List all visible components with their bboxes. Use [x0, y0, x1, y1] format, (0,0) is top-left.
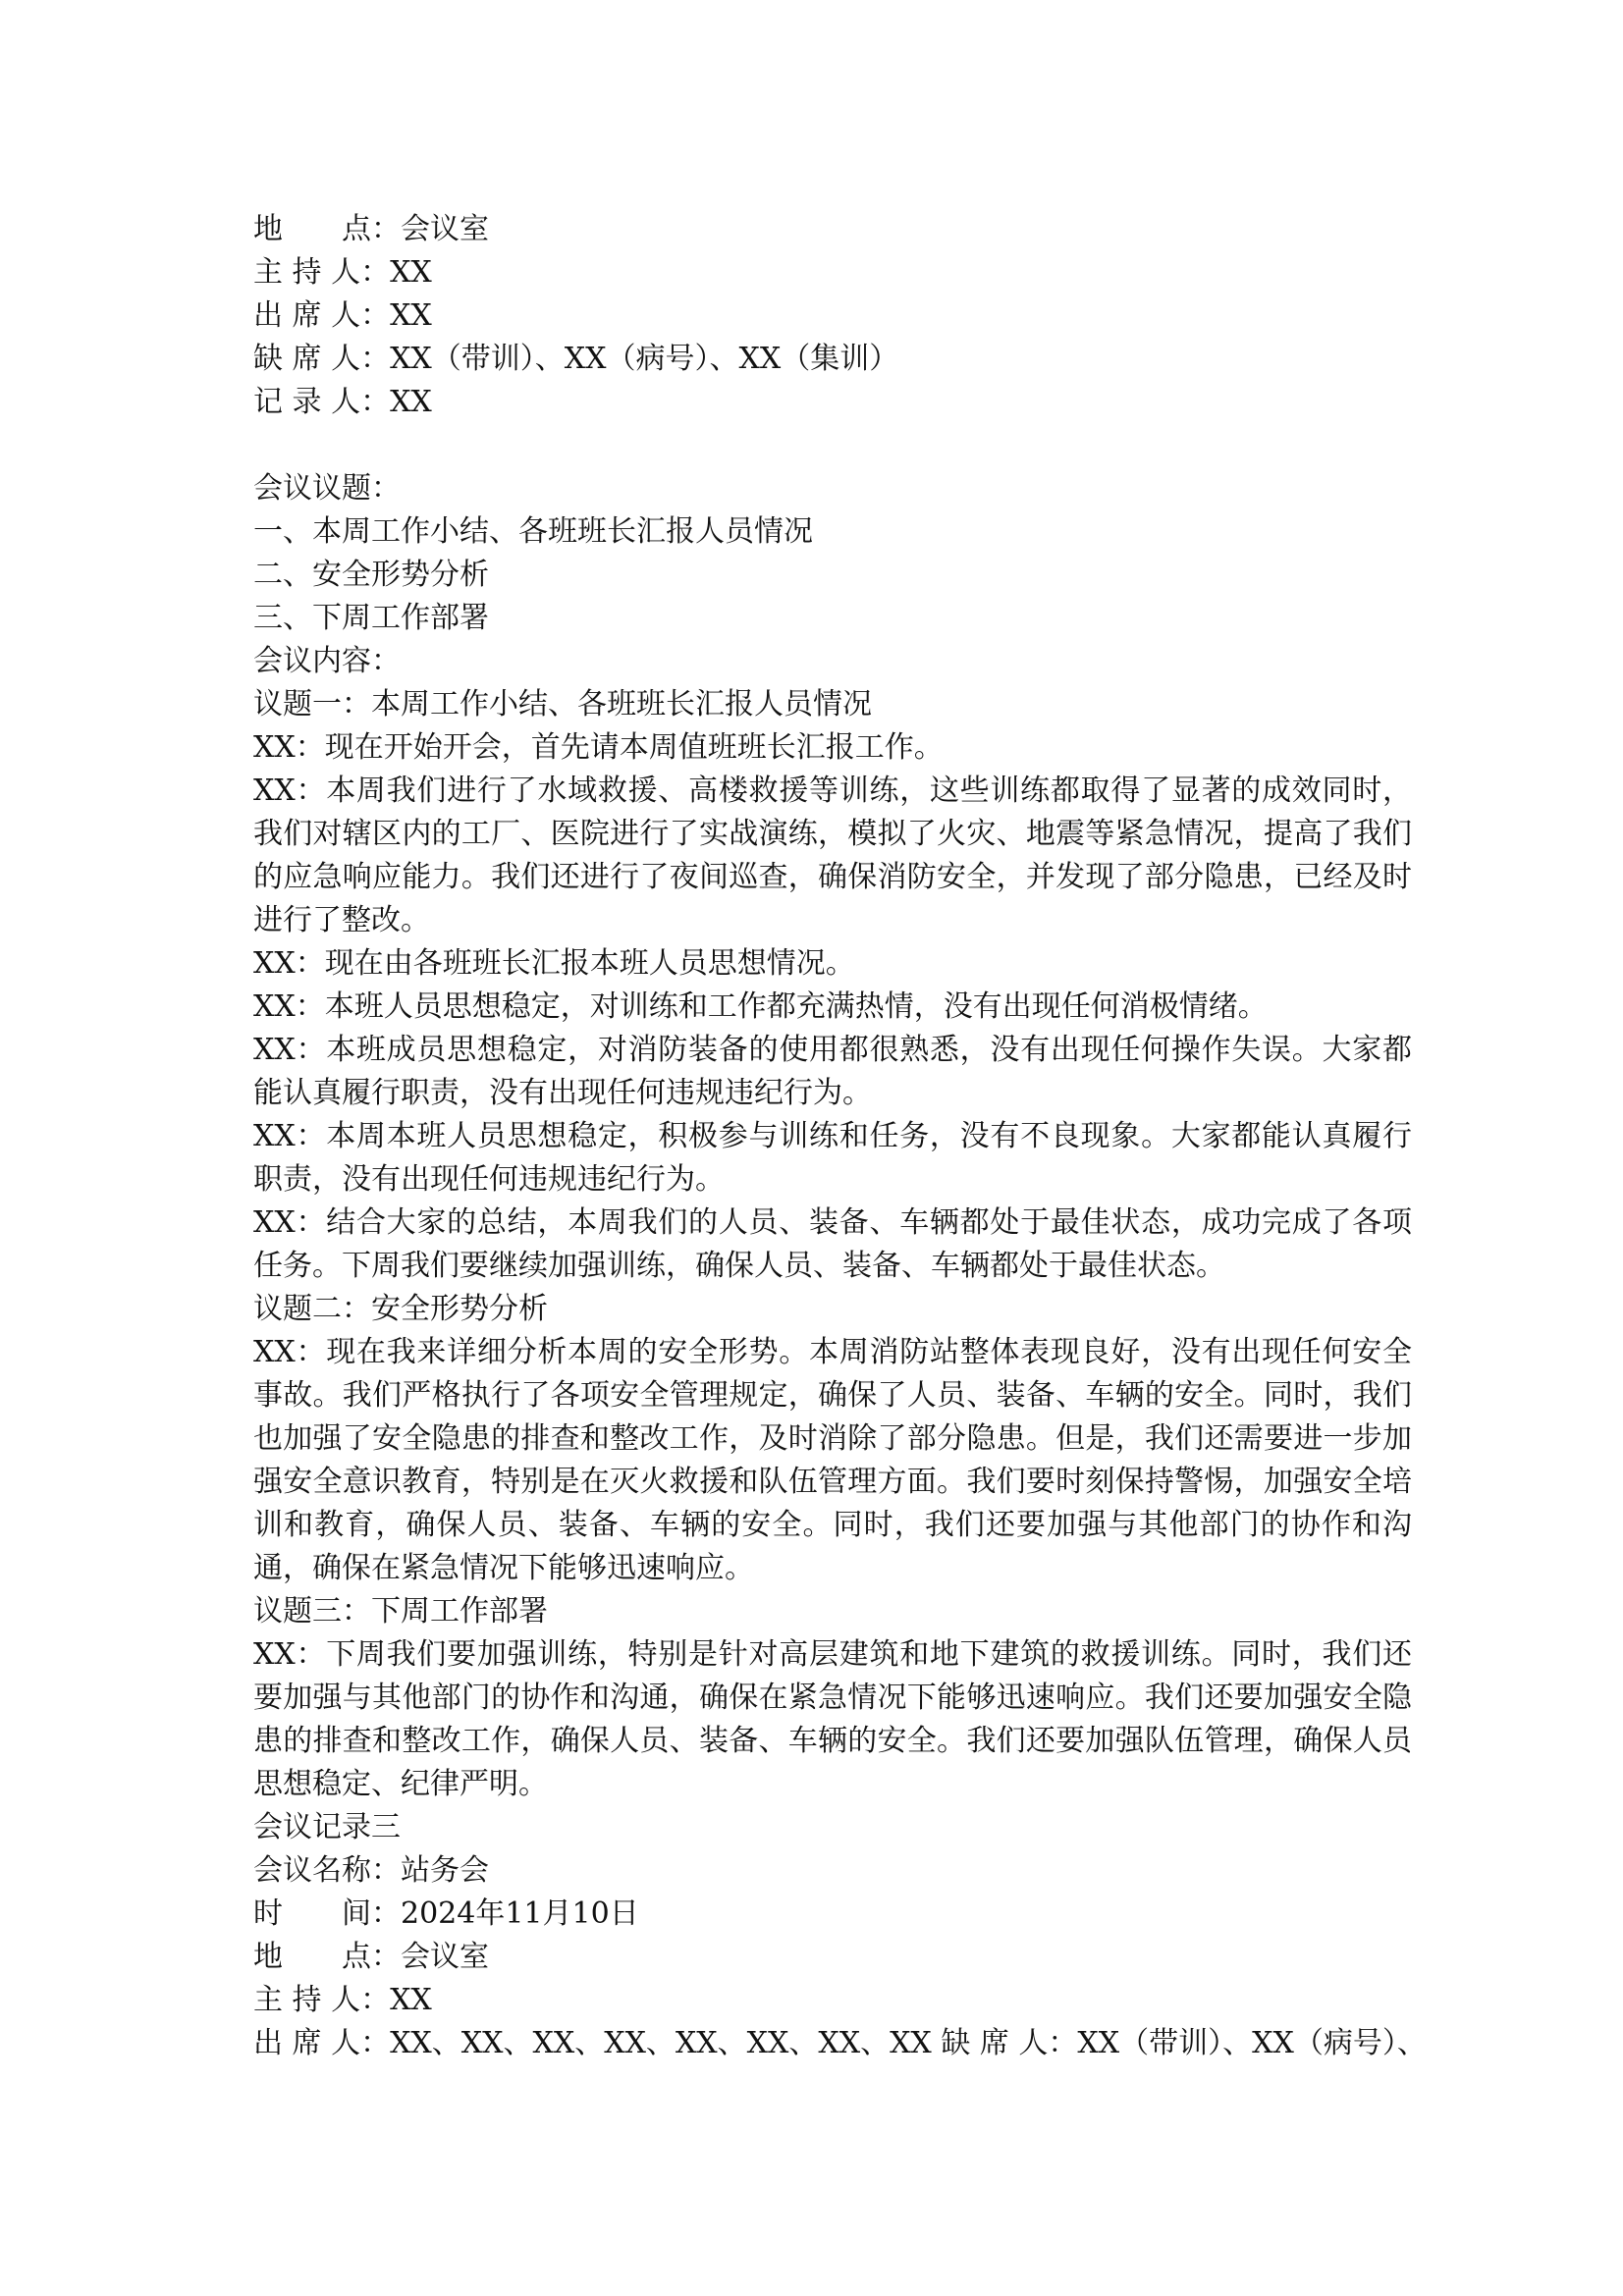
topic1-paragraph: XX：本周我们进行了水域救援、高楼救援等训练，这些训练都取得了显著的成效同时，我们对辖区内的工厂、医院进行了实战演练，模拟了火灾、地震等紧急情况，提高了我们的应急响应能力。我们还进行了夜间巡查，确保消防安全，并发现了部分隐患，已经及时进行了整改。 [253, 774, 1412, 937]
agenda-title: 会议议题： [253, 471, 401, 506]
topic2-heading: 议题二：安全形势分析 [253, 1292, 548, 1326]
topic1-paragraph: XX：本班成员思想稳定，对消防装备的使用都很熟悉，没有出现任何操作失误。大家都能认真履行职责，没有出现任何违规违纪行为。 [253, 1033, 1412, 1110]
agenda-item: 一、本周工作小结、各班班长汇报人员情况 [253, 514, 813, 549]
topic1-paragraph: XX：现在开始开会，首先请本周值班班长汇报工作。 [253, 730, 944, 765]
recorder-line: 记 录 人：XX [253, 385, 432, 419]
agenda-item: 三、下周工作部署 [253, 601, 489, 635]
topic1-paragraph: XX：本周本班人员思想稳定，积极参与训练和任务，没有不良现象。大家都能认真履行职责，没有出现任何违规违纪行为。 [253, 1119, 1412, 1197]
attendees-line: 出 席 人：XX [253, 298, 432, 333]
record3-host-line: 主 持 人：XX [253, 1983, 432, 2017]
absent-line: 缺 席 人：XX（带训）、XX（病号）、XX（集训） [253, 342, 899, 376]
document-page [253, 208, 1427, 2065]
record3-title: 会议记录三 [253, 1810, 401, 1844]
topic1-paragraph: XX：结合大家的总结，本周我们的人员、装备、车辆都处于最佳状态，成功完成了各项任务。下周我们要继续加强训练，确保人员、装备、车辆都处于最佳状态。 [253, 1205, 1412, 1283]
spacer [253, 424, 1412, 467]
record3-name-line: 会议名称：站务会 [253, 1853, 489, 1888]
topic1-heading: 议题一：本周工作小结、各班班长汇报人员情况 [253, 687, 872, 721]
host-line: 主 持 人：XX [253, 255, 432, 290]
record3-location-line: 地 点：会议室 [253, 1940, 489, 1974]
agenda-item: 二、安全形势分析 [253, 558, 489, 592]
content-title: 会议内容： [253, 644, 401, 678]
topic3-paragraph: XX：下周我们要加强训练，特别是针对高层建筑和地下建筑的救援训练。同时，我们还要加强与其他部门的协作和沟通，确保在紧急情况下能够迅速响应。我们还要加强安全隐患的排查和整改工作，确保人员、装备、车辆的安全。我们还要加强队伍管理，确保人员思想稳定、纪律严明。 [253, 1637, 1412, 1801]
topic3-heading: 议题三：下周工作部署 [253, 1594, 548, 1629]
record3-attendees-line: 出 席 人：XX、XX、XX、XX、XX、XX、XX、XX 缺 席 人：XX（带训）、XX（病号）、 [253, 2026, 1427, 2060]
record3-time-line: 时 间：2024年11月10日 [253, 1896, 639, 1931]
topic2-paragraph: XX：现在我来详细分析本周的安全形势。本周消防站整体表现良好，没有出现任何安全事故。我们严格执行了各项安全管理规定，确保了人员、装备、车辆的安全。同时，我们也加强了安全隐患的排查和整改工作，及时消除了部分隐患。但是，我们还需要进一步加强安全意识教育，特别是在灭火救援和队伍管理方面。我们要时刻保持警惕，加强安全培训和教育，确保人员、装备、车辆的安全。同时，我们还要加强与其他部门的协作和沟通，确保在紧急情况下能够迅速响应。 [253, 1335, 1412, 1585]
topic1-paragraph: XX：本班人员思想稳定，对训练和工作都充满热情，没有出现任何消极情绪。 [253, 989, 1268, 1024]
topic1-paragraph: XX：现在由各班班长汇报本班人员思想情况。 [253, 946, 855, 981]
location-line: 地 点：会议室 [253, 212, 489, 246]
